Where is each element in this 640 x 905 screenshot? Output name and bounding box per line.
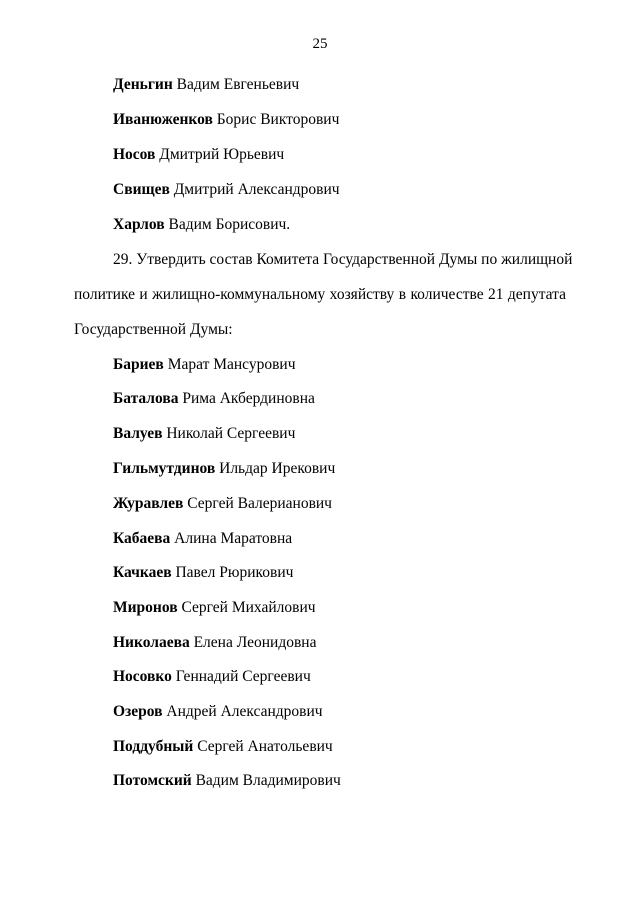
member-given-name: Сергей Анатольевич	[197, 738, 333, 755]
member-line	[113, 425, 295, 443]
member-line	[113, 634, 316, 652]
member-given-name: Ильдар Ирекович	[219, 460, 336, 477]
member-given-name: Елена Леонидовна	[193, 634, 317, 651]
member-surname: Иванюженков	[113, 111, 213, 128]
member-surname: Поддубный	[113, 738, 194, 755]
member-surname: Носовко	[113, 668, 172, 685]
member-line	[113, 111, 339, 129]
member-given-name: Вадим Владимирович	[195, 772, 341, 789]
member-line	[113, 390, 315, 408]
member-given-name: Николай Сергеевич	[166, 425, 296, 442]
member-line	[113, 530, 292, 548]
member-surname: Валуев	[113, 425, 163, 442]
member-given-name: Сергей Михайлович	[181, 599, 316, 616]
member-line	[113, 356, 296, 374]
member-surname: Потомский	[113, 772, 192, 789]
member-line	[113, 146, 284, 164]
member-line	[113, 76, 299, 94]
member-given-name: Андрей Александрович	[166, 703, 323, 720]
paragraph-29-line-1: 29. Утвердить состав Комитета Государственной Думы по жилищной	[113, 251, 573, 268]
member-surname: Баталова	[113, 390, 179, 407]
member-given-name: Рима Акбердиновна	[182, 390, 315, 407]
member-line	[113, 181, 340, 199]
member-surname: Озеров	[113, 703, 163, 720]
member-given-name: Дмитрий Юрьевич	[159, 146, 285, 163]
member-line	[113, 564, 293, 582]
member-surname: Кабаева	[113, 530, 171, 547]
member-given-name: Геннадий Сергеевич	[175, 668, 311, 685]
member-surname: Журавлев	[113, 495, 184, 512]
member-surname: Харлов	[113, 216, 165, 233]
member-line	[113, 495, 332, 513]
member-given-name: Вадим Евгеньевич	[176, 76, 300, 93]
member-given-name: Борис Викторович	[216, 111, 340, 128]
member-given-name: Дмитрий Александрович	[173, 181, 340, 198]
paragraph-29-line-2: политике и жилищно-коммунальному хозяйству в количестве 21 депутата	[74, 286, 566, 303]
member-line	[113, 460, 335, 478]
member-line	[113, 738, 333, 756]
member-surname: Гильмутдинов	[113, 460, 216, 477]
page-number: 25	[312, 36, 328, 52]
member-surname: Деньгин	[113, 76, 173, 93]
member-surname: Носов	[113, 146, 156, 163]
member-given-name: Сергей Валерианович	[187, 495, 332, 512]
member-line	[113, 599, 316, 617]
member-given-name: Марат Мансурович	[167, 356, 296, 373]
member-surname: Миронов	[113, 599, 178, 616]
member-given-name: Алина Маратовна	[174, 530, 293, 547]
member-surname: Бариев	[113, 356, 164, 373]
member-line	[113, 703, 323, 721]
member-surname: Качкаев	[113, 564, 172, 581]
paragraph-29-line-3: Государственной Думы:	[74, 321, 233, 338]
member-line	[113, 216, 290, 234]
member-given-name: Вадим Борисович.	[168, 216, 291, 233]
member-line	[113, 668, 311, 686]
member-line	[113, 772, 341, 790]
member-surname: Николаева	[113, 634, 190, 651]
member-given-name: Павел Рюрикович	[175, 564, 294, 581]
member-surname: Свищев	[113, 181, 170, 198]
